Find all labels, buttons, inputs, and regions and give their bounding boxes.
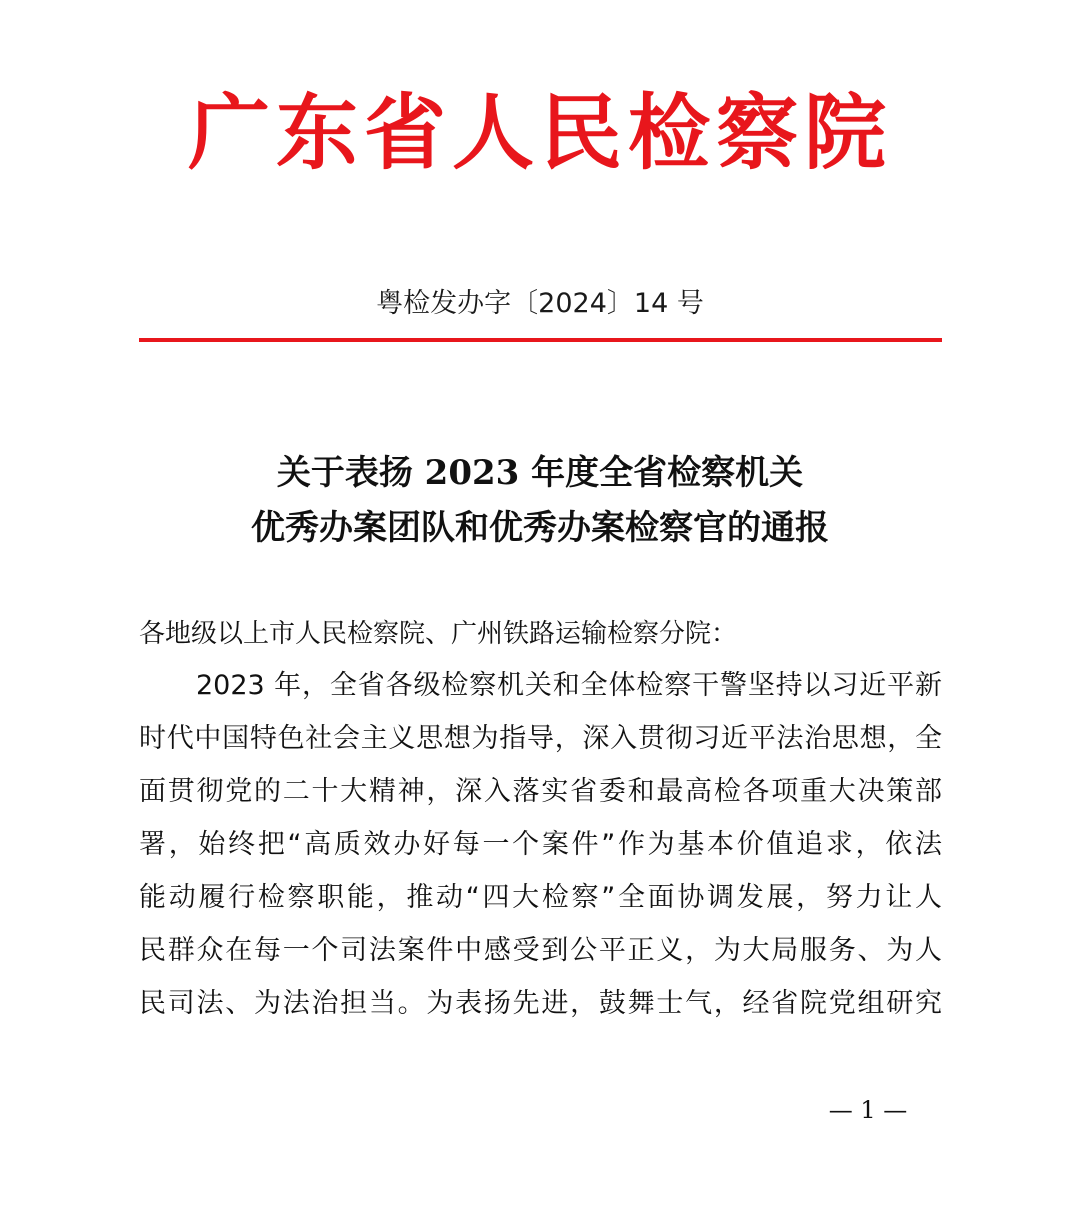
red-divider-line <box>139 338 942 342</box>
body-line: 署，始终把“高质效办好每一个案件”作为基本价值追求，依法 <box>139 829 942 860</box>
body-line: 面贯彻党的二十大精神，深入落实省委和最高检各项重大决策部 <box>139 776 942 807</box>
document-title-line-1: 关于表扬 2023 年度全省检察机关 <box>276 453 804 493</box>
body-line: 民司法、为法治担当。为表扬先进，鼓舞士气，经省院党组研究 <box>139 988 942 1019</box>
page-number: — 1 — <box>828 1096 908 1124</box>
document-number: 粤检发办字〔2024〕14 号 <box>376 288 704 319</box>
document-title-line-2: 优秀办案团队和优秀办案检察官的通报 <box>251 508 829 548</box>
issuing-authority-masthead: 广东省人民检察院 <box>187 85 892 181</box>
body-line: 时代中国特色社会主义思想为指导，深入贯彻习近平法治思想，全 <box>139 723 942 754</box>
body-line: 民群众在每一个司法案件中感受到公平正义，为大局服务、为人 <box>139 935 942 966</box>
body-line: 2023 年，全省各级检察机关和全体检察干警坚持以习近平新 <box>196 670 942 701</box>
salutation: 各地级以上市人民检察院、广州铁路运输检察分院： <box>139 619 738 649</box>
body-line: 能动履行检察职能，推动“四大检察”全面协调发展，努力让人 <box>139 882 942 913</box>
